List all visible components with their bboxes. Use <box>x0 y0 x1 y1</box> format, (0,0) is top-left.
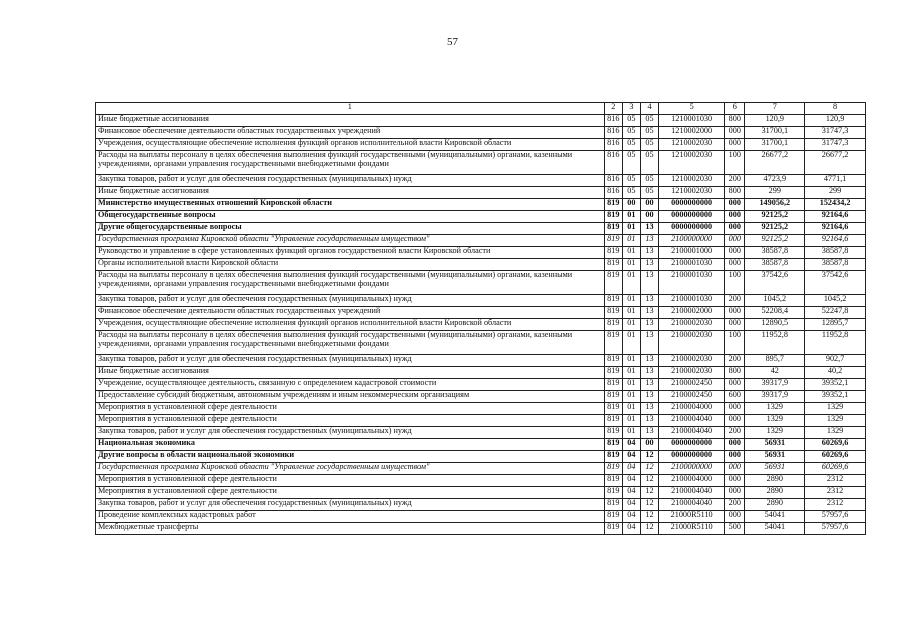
row-sum-year1: 2890 <box>745 487 805 499</box>
row-sum-year1: 54041 <box>745 511 805 523</box>
row-sum-year2: 1329 <box>805 415 866 427</box>
row-sum-year1: 895,7 <box>745 355 805 367</box>
table-row <box>96 391 866 403</box>
row-sum-year2: 2312 <box>805 487 866 499</box>
row-section-code: 05 <box>622 151 640 175</box>
row-section-code: 01 <box>622 427 640 439</box>
row-sum-year1: 92125,2 <box>745 223 805 235</box>
row-department-code: 819 <box>604 247 622 259</box>
row-name: Учреждения, осуществляющие обеспечение исполнения функций органов исполнительной власти Кировской области <box>96 319 605 331</box>
row-sum-year2: 1329 <box>805 403 866 415</box>
row-subsection-code: 12 <box>640 463 658 475</box>
row-subsection-code: 05 <box>640 175 658 187</box>
row-section-code: 04 <box>622 511 640 523</box>
row-target-code: 1210002000 <box>659 127 725 139</box>
row-target-code: 0000000000 <box>659 439 725 451</box>
table-row <box>96 247 866 259</box>
row-department-code: 819 <box>604 307 622 319</box>
row-expense-type: 000 <box>725 319 745 331</box>
row-department-code: 819 <box>604 523 622 535</box>
row-section-code: 01 <box>622 247 640 259</box>
row-expense-type: 200 <box>725 499 745 511</box>
table-row <box>96 511 866 523</box>
column-number-row <box>96 103 866 115</box>
table-row <box>96 523 866 535</box>
row-sum-year1: 149056,2 <box>745 199 805 211</box>
row-department-code: 819 <box>604 379 622 391</box>
row-expense-type: 200 <box>725 427 745 439</box>
column-number: 1 <box>96 103 605 115</box>
row-expense-type: 000 <box>725 511 745 523</box>
row-sum-year2: 40,2 <box>805 367 866 379</box>
row-sum-year1: 56931 <box>745 451 805 463</box>
row-expense-type: 200 <box>725 355 745 367</box>
row-subsection-code: 00 <box>640 439 658 451</box>
row-subsection-code: 13 <box>640 427 658 439</box>
row-expense-type: 000 <box>725 223 745 235</box>
row-sum-year1: 52208,4 <box>745 307 805 319</box>
row-section-code: 05 <box>622 175 640 187</box>
row-sum-year2: 4771,1 <box>805 175 866 187</box>
row-sum-year2: 92164,6 <box>805 211 866 223</box>
row-name: Национальная экономика <box>96 439 605 451</box>
row-sum-year2: 38587,8 <box>805 247 866 259</box>
row-name: Государственная программа Кировской области "Управление государственным имуществом" <box>96 235 605 247</box>
table-row <box>96 307 866 319</box>
row-expense-type: 000 <box>725 487 745 499</box>
row-expense-type: 500 <box>725 523 745 535</box>
row-department-code: 819 <box>604 367 622 379</box>
row-expense-type: 100 <box>725 151 745 175</box>
row-expense-type: 000 <box>725 451 745 463</box>
row-name: Органы исполнительной власти Кировской области <box>96 259 605 271</box>
row-sum-year1: 4723,9 <box>745 175 805 187</box>
row-department-code: 819 <box>604 271 622 295</box>
row-name: Закупка товаров, работ и услуг для обеспечения государственных (муниципальных) нужд <box>96 427 605 439</box>
row-expense-type: 000 <box>725 235 745 247</box>
row-sum-year2: 60269,6 <box>805 439 866 451</box>
row-name: Межбюджетные трансферты <box>96 523 605 535</box>
row-department-code: 819 <box>604 199 622 211</box>
column-number: 4 <box>640 103 658 115</box>
row-sum-year2: 92164,6 <box>805 235 866 247</box>
table-row <box>96 355 866 367</box>
row-expense-type: 200 <box>725 295 745 307</box>
row-subsection-code: 13 <box>640 415 658 427</box>
row-section-code: 01 <box>622 295 640 307</box>
row-department-code: 819 <box>604 211 622 223</box>
row-target-code: 0000000000 <box>659 211 725 223</box>
row-department-code: 816 <box>604 139 622 151</box>
table-row <box>96 295 866 307</box>
row-section-code: 05 <box>622 139 640 151</box>
row-subsection-code: 12 <box>640 451 658 463</box>
row-target-code: 2100004000 <box>659 403 725 415</box>
row-department-code: 819 <box>604 451 622 463</box>
row-name: Мероприятия в установленной сфере деятельности <box>96 475 605 487</box>
row-sum-year2: 1329 <box>805 427 866 439</box>
row-subsection-code: 13 <box>640 391 658 403</box>
row-section-code: 05 <box>622 187 640 199</box>
row-sum-year2: 39352,1 <box>805 379 866 391</box>
row-expense-type: 600 <box>725 391 745 403</box>
row-department-code: 819 <box>604 355 622 367</box>
row-subsection-code: 05 <box>640 127 658 139</box>
table-row <box>96 127 866 139</box>
row-target-code: 2100002030 <box>659 331 725 355</box>
row-target-code: 0000000000 <box>659 451 725 463</box>
row-sum-year2: 902,7 <box>805 355 866 367</box>
row-expense-type: 800 <box>725 187 745 199</box>
row-subsection-code: 13 <box>640 271 658 295</box>
row-section-code: 05 <box>622 115 640 127</box>
row-sum-year1: 1329 <box>745 415 805 427</box>
row-target-code: 1210002030 <box>659 151 725 175</box>
row-department-code: 819 <box>604 259 622 271</box>
row-section-code: 01 <box>622 259 640 271</box>
row-name: Расходы на выплаты персоналу в целях обеспечения выполнения функций государственными (муниципальными) органами, казенными учреждениями, органами управления государственными внебюджетными фондами <box>96 151 605 175</box>
row-expense-type: 000 <box>725 139 745 151</box>
row-department-code: 819 <box>604 415 622 427</box>
row-expense-type: 000 <box>725 415 745 427</box>
column-number: 7 <box>745 103 805 115</box>
row-section-code: 01 <box>622 391 640 403</box>
row-name: Финансовое обеспечение деятельности областных государственных учреждений <box>96 307 605 319</box>
table-row <box>96 211 866 223</box>
row-target-code: 2100002030 <box>659 319 725 331</box>
row-section-code: 04 <box>622 499 640 511</box>
column-number: 5 <box>659 103 725 115</box>
table-row <box>96 463 866 475</box>
row-department-code: 819 <box>604 223 622 235</box>
row-expense-type: 000 <box>725 439 745 451</box>
row-department-code: 816 <box>604 115 622 127</box>
row-section-code: 01 <box>622 271 640 295</box>
row-sum-year2: 299 <box>805 187 866 199</box>
row-expense-type: 000 <box>725 199 745 211</box>
table-row <box>96 223 866 235</box>
row-name: Закупка товаров, работ и услуг для обеспечения государственных (муниципальных) нужд <box>96 175 605 187</box>
row-section-code: 04 <box>622 523 640 535</box>
row-subsection-code: 13 <box>640 223 658 235</box>
row-section-code: 04 <box>622 439 640 451</box>
row-name: Расходы на выплаты персоналу в целях обеспечения выполнения функций государственными (муниципальными) органами, казенными учреждениями, органами управления государственными внебюджетными фондами <box>96 271 605 295</box>
row-section-code: 04 <box>622 487 640 499</box>
row-sum-year1: 39317,9 <box>745 391 805 403</box>
row-sum-year2: 92164,6 <box>805 223 866 235</box>
row-sum-year1: 11952,8 <box>745 331 805 355</box>
table-row <box>96 367 866 379</box>
row-subsection-code: 13 <box>640 235 658 247</box>
table-row <box>96 379 866 391</box>
row-expense-type: 000 <box>725 247 745 259</box>
row-sum-year1: 39317,9 <box>745 379 805 391</box>
row-subsection-code: 12 <box>640 523 658 535</box>
row-sum-year2: 60269,6 <box>805 463 866 475</box>
row-name: Мероприятия в установленной сфере деятельности <box>96 403 605 415</box>
row-sum-year1: 1329 <box>745 427 805 439</box>
table-row <box>96 115 866 127</box>
table-row <box>96 415 866 427</box>
table-row <box>96 475 866 487</box>
table-row <box>96 427 866 439</box>
row-target-code: 2100001030 <box>659 259 725 271</box>
table-row <box>96 499 866 511</box>
row-department-code: 816 <box>604 127 622 139</box>
row-department-code: 819 <box>604 295 622 307</box>
row-department-code: 819 <box>604 403 622 415</box>
budget-table <box>95 102 866 535</box>
row-name: Иные бюджетные ассигнования <box>96 187 605 199</box>
row-sum-year1: 92125,2 <box>745 211 805 223</box>
row-name: Другие вопросы в области национальной экономики <box>96 451 605 463</box>
column-number: 6 <box>725 103 745 115</box>
row-section-code: 01 <box>622 211 640 223</box>
row-department-code: 819 <box>604 463 622 475</box>
row-expense-type: 000 <box>725 127 745 139</box>
row-department-code: 819 <box>604 487 622 499</box>
row-expense-type: 100 <box>725 331 745 355</box>
row-department-code: 819 <box>604 475 622 487</box>
row-department-code: 816 <box>604 151 622 175</box>
row-expense-type: 000 <box>725 475 745 487</box>
row-subsection-code: 13 <box>640 355 658 367</box>
row-department-code: 816 <box>604 175 622 187</box>
row-target-code: 1210002030 <box>659 187 725 199</box>
row-section-code: 00 <box>622 199 640 211</box>
row-subsection-code: 05 <box>640 139 658 151</box>
table-row <box>96 439 866 451</box>
row-sum-year1: 31700,1 <box>745 127 805 139</box>
row-target-code: 2100004000 <box>659 475 725 487</box>
row-name: Другие общегосударственные вопросы <box>96 223 605 235</box>
row-sum-year1: 38587,8 <box>745 259 805 271</box>
row-name: Учреждения, осуществляющие обеспечение исполнения функций органов исполнительной власти Кировской области <box>96 139 605 151</box>
row-name: Министерство имущественных отношений Кировской области <box>96 199 605 211</box>
row-sum-year1: 31700,1 <box>745 139 805 151</box>
table-row <box>96 319 866 331</box>
row-target-code: 2100001030 <box>659 295 725 307</box>
row-expense-type: 000 <box>725 403 745 415</box>
row-name: Государственная программа Кировской области "Управление государственным имуществом" <box>96 463 605 475</box>
row-name: Закупка товаров, работ и услуг для обеспечения государственных (муниципальных) нужд <box>96 499 605 511</box>
row-section-code: 01 <box>622 331 640 355</box>
row-target-code: 21000R5110 <box>659 523 725 535</box>
row-sum-year2: 26677,2 <box>805 151 866 175</box>
page-number: 57 <box>447 36 458 48</box>
table-row <box>96 487 866 499</box>
row-target-code: 2100002030 <box>659 367 725 379</box>
row-sum-year2: 52247,8 <box>805 307 866 319</box>
row-section-code: 01 <box>622 307 640 319</box>
row-subsection-code: 05 <box>640 151 658 175</box>
row-sum-year2: 31747,3 <box>805 127 866 139</box>
row-subsection-code: 13 <box>640 259 658 271</box>
row-sum-year1: 1329 <box>745 403 805 415</box>
row-department-code: 819 <box>604 319 622 331</box>
row-sum-year1: 42 <box>745 367 805 379</box>
row-subsection-code: 13 <box>640 367 658 379</box>
row-subsection-code: 12 <box>640 487 658 499</box>
row-sum-year1: 38587,8 <box>745 247 805 259</box>
row-target-code: 1210002030 <box>659 139 725 151</box>
table-row <box>96 175 866 187</box>
row-expense-type: 000 <box>725 211 745 223</box>
row-section-code: 01 <box>622 403 640 415</box>
row-sum-year1: 56931 <box>745 439 805 451</box>
row-name: Общегосударственные вопросы <box>96 211 605 223</box>
row-subsection-code: 13 <box>640 247 658 259</box>
row-sum-year1: 2890 <box>745 475 805 487</box>
row-department-code: 819 <box>604 511 622 523</box>
row-sum-year1: 92125,2 <box>745 235 805 247</box>
row-section-code: 04 <box>622 463 640 475</box>
row-target-code: 2100000000 <box>659 463 725 475</box>
row-expense-type: 000 <box>725 379 745 391</box>
row-expense-type: 800 <box>725 367 745 379</box>
row-sum-year1: 299 <box>745 187 805 199</box>
column-number: 3 <box>622 103 640 115</box>
row-department-code: 819 <box>604 499 622 511</box>
row-department-code: 819 <box>604 427 622 439</box>
row-section-code: 04 <box>622 451 640 463</box>
row-sum-year2: 12895,7 <box>805 319 866 331</box>
row-section-code: 04 <box>622 475 640 487</box>
row-sum-year1: 120,9 <box>745 115 805 127</box>
row-sum-year2: 120,9 <box>805 115 866 127</box>
row-expense-type: 100 <box>725 271 745 295</box>
row-target-code: 2100000000 <box>659 235 725 247</box>
row-sum-year1: 2890 <box>745 499 805 511</box>
row-sum-year2: 2312 <box>805 475 866 487</box>
row-sum-year2: 38587,8 <box>805 259 866 271</box>
table-row <box>96 235 866 247</box>
row-name: Предоставление субсидий бюджетным, автономным учреждениям и иным некоммерческим организациям <box>96 391 605 403</box>
row-sum-year2: 39352,1 <box>805 391 866 403</box>
row-target-code: 21000R5110 <box>659 511 725 523</box>
table-row <box>96 271 866 295</box>
row-sum-year1: 1045,2 <box>745 295 805 307</box>
row-subsection-code: 12 <box>640 499 658 511</box>
row-target-code: 2100002030 <box>659 355 725 367</box>
row-name: Мероприятия в установленной сфере деятельности <box>96 415 605 427</box>
row-sum-year1: 54041 <box>745 523 805 535</box>
row-name: Руководство и управление в сфере установленных функций органов государственной власти Кировской области <box>96 247 605 259</box>
row-subsection-code: 05 <box>640 115 658 127</box>
row-target-code: 0000000000 <box>659 223 725 235</box>
row-name: Закупка товаров, работ и услуг для обеспечения государственных (муниципальных) нужд <box>96 295 605 307</box>
row-sum-year2: 37542,6 <box>805 271 866 295</box>
row-department-code: 816 <box>604 187 622 199</box>
row-subsection-code: 13 <box>640 319 658 331</box>
row-sum-year2: 57957,6 <box>805 511 866 523</box>
row-name: Мероприятия в установленной сфере деятельности <box>96 487 605 499</box>
row-target-code: 2100004040 <box>659 487 725 499</box>
row-target-code: 2100002000 <box>659 307 725 319</box>
row-name: Иные бюджетные ассигнования <box>96 367 605 379</box>
row-department-code: 819 <box>604 391 622 403</box>
row-sum-year2: 2312 <box>805 499 866 511</box>
row-sum-year2: 1045,2 <box>805 295 866 307</box>
row-subsection-code: 13 <box>640 403 658 415</box>
row-subsection-code: 00 <box>640 211 658 223</box>
row-section-code: 01 <box>622 415 640 427</box>
row-name: Расходы на выплаты персоналу в целях обеспечения выполнения функций государственными (муниципальными) органами, казенными учреждениями, органами управления государственными внебюджетными фондами <box>96 331 605 355</box>
row-subsection-code: 13 <box>640 331 658 355</box>
row-sum-year1: 12890,5 <box>745 319 805 331</box>
row-section-code: 01 <box>622 367 640 379</box>
row-target-code: 1210002030 <box>659 175 725 187</box>
row-name: Финансовое обеспечение деятельности областных государственных учреждений <box>96 127 605 139</box>
row-section-code: 01 <box>622 355 640 367</box>
row-sum-year2: 152434,2 <box>805 199 866 211</box>
row-section-code: 01 <box>622 379 640 391</box>
row-subsection-code: 12 <box>640 511 658 523</box>
table-row <box>96 199 866 211</box>
row-expense-type: 000 <box>725 463 745 475</box>
row-subsection-code: 00 <box>640 199 658 211</box>
row-name: Закупка товаров, работ и услуг для обеспечения государственных (муниципальных) нужд <box>96 355 605 367</box>
row-expense-type: 000 <box>725 307 745 319</box>
table-row <box>96 403 866 415</box>
row-sum-year2: 60269,6 <box>805 451 866 463</box>
row-expense-type: 000 <box>725 259 745 271</box>
row-sum-year2: 57957,6 <box>805 523 866 535</box>
table-row <box>96 331 866 355</box>
row-name: Проведение комплексных кадастровых работ <box>96 511 605 523</box>
row-department-code: 819 <box>604 235 622 247</box>
row-subsection-code: 05 <box>640 187 658 199</box>
row-target-code: 2100004040 <box>659 499 725 511</box>
row-subsection-code: 13 <box>640 307 658 319</box>
row-subsection-code: 13 <box>640 295 658 307</box>
row-target-code: 0000000000 <box>659 199 725 211</box>
row-target-code: 2100004040 <box>659 427 725 439</box>
row-sum-year1: 37542,6 <box>745 271 805 295</box>
row-target-code: 1210001030 <box>659 115 725 127</box>
table-row <box>96 187 866 199</box>
row-department-code: 819 <box>604 439 622 451</box>
column-number: 2 <box>604 103 622 115</box>
row-sum-year2: 31747,3 <box>805 139 866 151</box>
row-section-code: 01 <box>622 223 640 235</box>
table-row <box>96 151 866 175</box>
row-sum-year1: 26677,2 <box>745 151 805 175</box>
row-target-code: 2100001000 <box>659 247 725 259</box>
row-target-code: 2100002450 <box>659 379 725 391</box>
row-subsection-code: 12 <box>640 475 658 487</box>
row-name: Иные бюджетные ассигнования <box>96 115 605 127</box>
row-name: Учреждение, осуществляющее деятельность, связанную с определением кадастровой стоимости <box>96 379 605 391</box>
row-expense-type: 800 <box>725 115 745 127</box>
row-sum-year2: 11952,8 <box>805 331 866 355</box>
row-target-code: 2100002450 <box>659 391 725 403</box>
row-section-code: 05 <box>622 127 640 139</box>
row-subsection-code: 13 <box>640 379 658 391</box>
row-section-code: 01 <box>622 319 640 331</box>
table-row <box>96 259 866 271</box>
column-number: 8 <box>805 103 866 115</box>
row-section-code: 01 <box>622 235 640 247</box>
table-row <box>96 451 866 463</box>
row-expense-type: 200 <box>725 175 745 187</box>
table-row <box>96 139 866 151</box>
row-target-code: 2100001030 <box>659 271 725 295</box>
row-sum-year1: 56931 <box>745 463 805 475</box>
row-department-code: 819 <box>604 331 622 355</box>
row-target-code: 2100004040 <box>659 415 725 427</box>
